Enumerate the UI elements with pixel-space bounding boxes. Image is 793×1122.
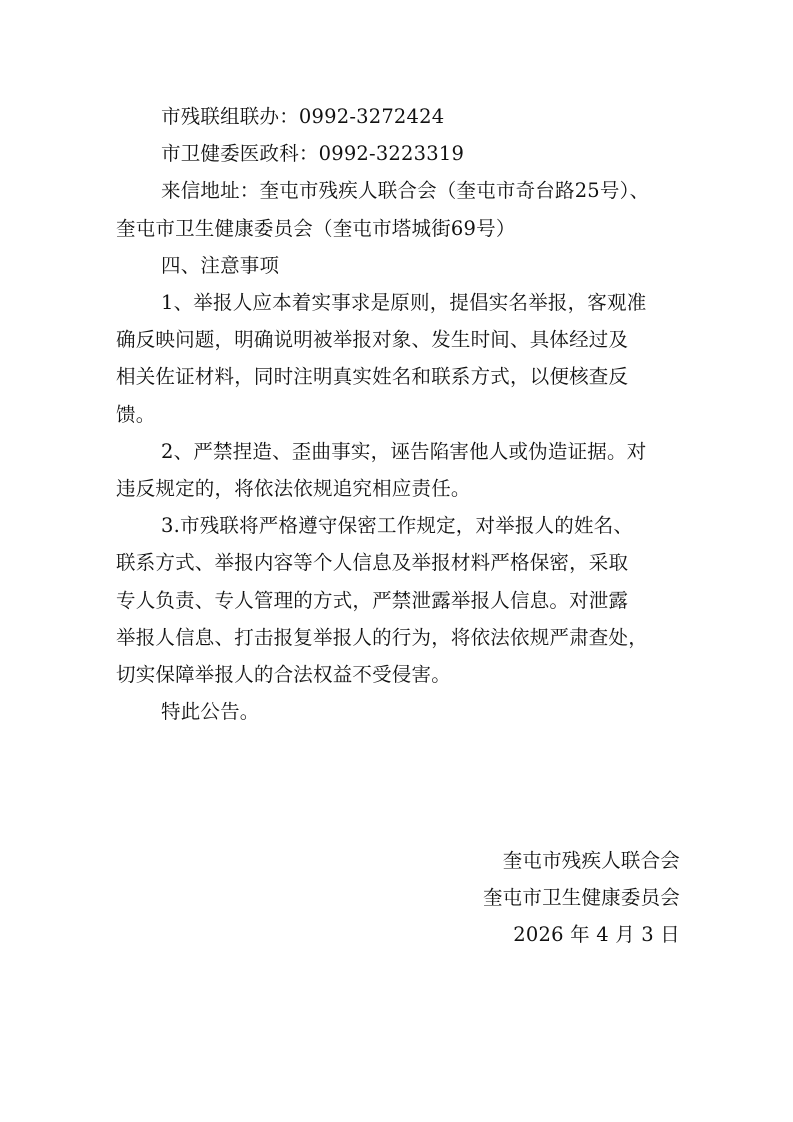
note-2-line-1: 2、严禁捏造、歪曲事实，诬告陷害他人或伪造证据。对 bbox=[161, 439, 647, 463]
signature-org-cdpf: 奎屯市残疾人联合会 bbox=[502, 849, 680, 872]
signature-org-health: 奎屯市卫生健康委员会 bbox=[482, 886, 680, 910]
note-1-line-1: 1、举报人应本着实事求是原则，提倡实名举报，客观准 bbox=[161, 291, 647, 315]
note-2-line-2: 违反规定的，将依法依规追究相应责任。 bbox=[116, 477, 471, 501]
note-3-line-4: 举报人信息、打击报复举报人的行为，将依法依规严肃查处， bbox=[116, 625, 648, 649]
note-1-line-3: 相关佐证材料，同时注明真实姓名和联系方式，以便核查反 bbox=[116, 365, 629, 389]
note-3-line-3: 专人负责、专人管理的方式，严禁泄露举报人信息。对泄露 bbox=[116, 588, 629, 612]
contact-line-health-commission: 市卫健委医政科：0992-3223319 bbox=[161, 142, 465, 166]
document-body bbox=[116, 98, 681, 730]
section-heading-notes: 四、注意事项 bbox=[161, 253, 280, 277]
signature-date: 2026 年 4 月 3 日 bbox=[513, 923, 680, 947]
address-line-1: 来信地址：奎屯市残疾人联合会（奎屯市奇台路25号）、 bbox=[161, 179, 650, 203]
signature-block bbox=[430, 842, 680, 954]
contact-line-cdpf: 市残联组联办：0992-3272424 bbox=[161, 105, 445, 128]
note-3-line-1: 3.市残联将严格遵守保密工作规定，对举报人的姓名、 bbox=[161, 514, 634, 538]
note-1-line-2: 确反映问题，明确说明被举报对象、发生时间、具体经过及 bbox=[116, 328, 629, 352]
address-line-2: 奎屯市卫生健康委员会（奎屯市塔城街69号） bbox=[116, 216, 516, 240]
closing-statement: 特此公告。 bbox=[161, 700, 260, 724]
note-1-line-4: 馈。 bbox=[116, 402, 156, 426]
note-3-line-2: 联系方式、举报内容等个人信息及举报材料严格保密，采取 bbox=[116, 551, 629, 575]
note-3-line-5: 切实保障举报人的合法权益不受侵害。 bbox=[116, 663, 451, 687]
